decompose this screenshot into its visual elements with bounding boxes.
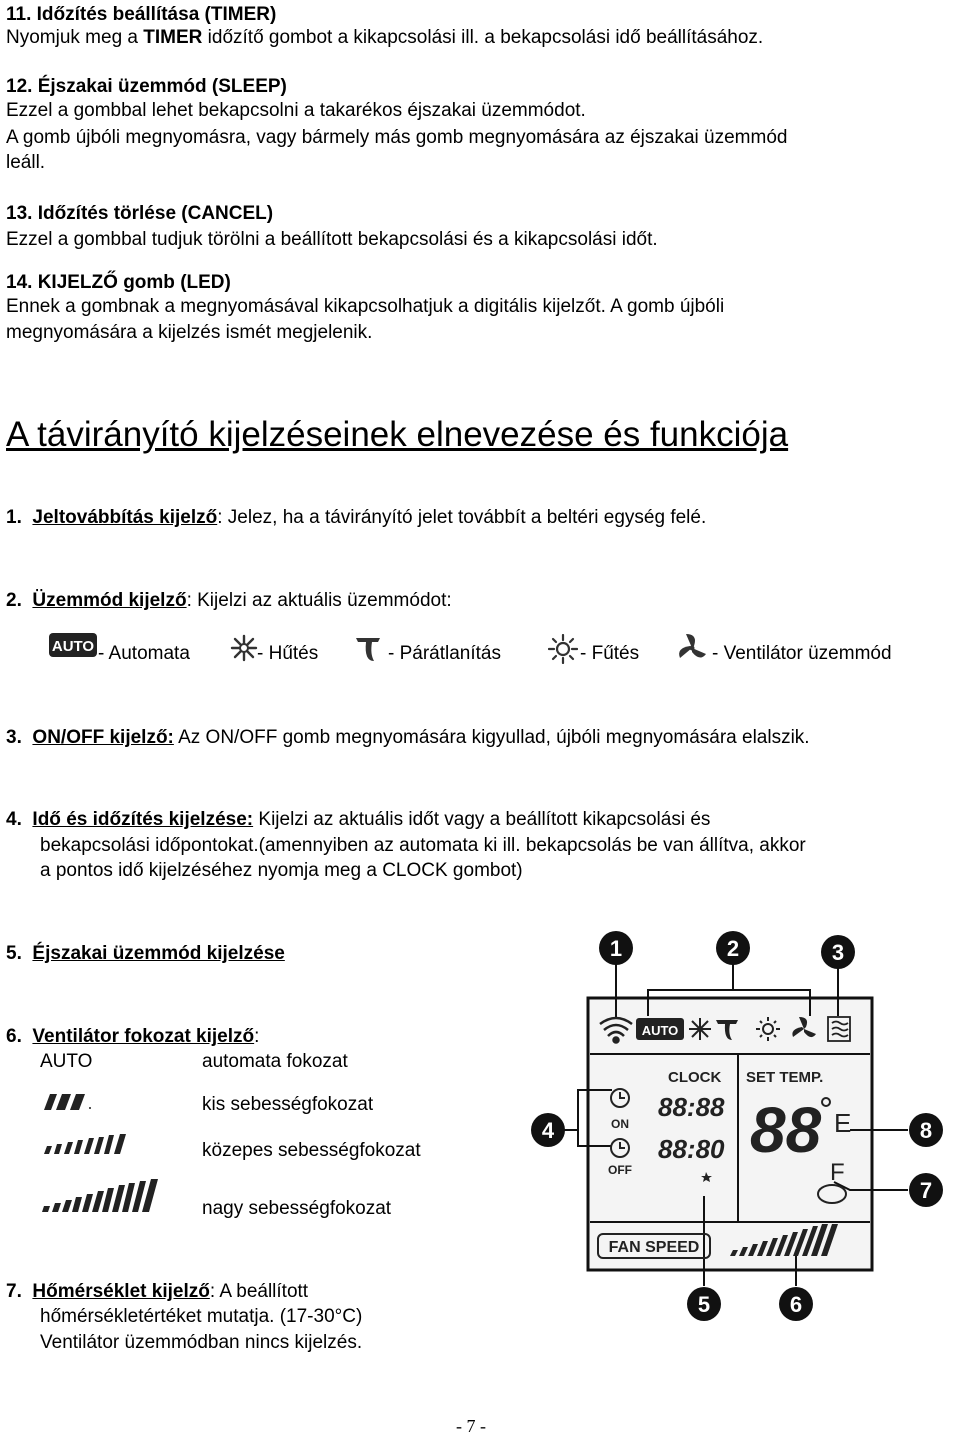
svg-text:AUTO: AUTO: [51, 638, 95, 655]
section-11-title: 11. Időzítés beállítása (TIMER): [6, 4, 277, 25]
fan-medium-bars-icon: [42, 1132, 130, 1158]
fan-low-bars-icon: [42, 1092, 98, 1112]
mode-label-cool: - Hűtés: [257, 643, 319, 664]
svg-text:E: E: [834, 1108, 852, 1138]
section-12-line1: Ezzel a gombbal lehet bekapcsolni a takarékos éjszakai üzemmódot.: [6, 100, 586, 121]
section-14-line2: megnyomására a kijelzés ismét megjelenik.: [6, 322, 373, 343]
svg-text:6: 6: [789, 1292, 803, 1317]
svg-text:CLOCK: CLOCK: [668, 1069, 722, 1086]
item-4: 4. Idő és időzítés kijelzése: Kijelzi az aktuális időt vagy a beállított kikapcsolási és: [6, 809, 711, 830]
svg-text:FAN SPEED: FAN SPEED: [608, 1239, 700, 1256]
section-12-title: 12. Éjszakai üzemmód (SLEEP): [6, 76, 287, 97]
item-2: 2. Üzemmód kijelző: Kijelzi az aktuális üzemmódot:: [6, 590, 452, 611]
item-1: 1. Jeltovábbítás kijelző: Jelez, ha a távirányító jelet továbbít a beltéri egység felé.: [6, 507, 707, 528]
fan-level-auto-name: AUTO: [40, 1051, 93, 1072]
fan-level-medium-desc: közepes sebességfokozat: [202, 1140, 421, 1161]
svg-text:4: 4: [541, 1118, 555, 1143]
snowflake-icon: [230, 634, 258, 662]
fan-level-auto-desc: automata fokozat: [202, 1051, 348, 1072]
item-7: 7. Hőmérséklet kijelző: A beállított: [6, 1281, 309, 1302]
svg-text:88: 88: [750, 1094, 822, 1166]
mode-label-heat: - Fűtés: [580, 643, 640, 664]
mode-label-dry: - Párátlanítás: [388, 643, 501, 664]
item-7-line2: hőmérsékletértéket mutatja. (17-30°C): [40, 1306, 363, 1327]
section-14-line1: Ennek a gombnak a megnyomásával kikapcsolhatjuk a digitális kijelzőt. A gomb újbóli: [6, 296, 725, 317]
svg-text:88:80: 88:80: [658, 1134, 725, 1164]
mode-label-auto: - Automata: [98, 643, 190, 664]
svg-text:5: 5: [697, 1292, 711, 1317]
fan-high-bars-icon: [40, 1178, 164, 1218]
item-6: 6. Ventilátor fokozat kijelző:: [6, 1026, 260, 1047]
section-13-line1: Ezzel a gombbal tudjuk törölni a beállított bekapcsolási és a kikapcsolási időt.: [6, 229, 658, 250]
sun-icon: [548, 634, 578, 664]
item-7-line3: Ventilátor üzemmódban nincs kijelzés.: [40, 1332, 363, 1353]
fan-level-low-desc: kis sebességfokozat: [202, 1094, 374, 1115]
svg-text:AUTO: AUTO: [641, 1023, 679, 1038]
svg-text:F: F: [830, 1159, 845, 1186]
svg-text:8: 8: [919, 1118, 933, 1143]
svg-text:3: 3: [831, 940, 845, 965]
item-5: 5. Éjszakai üzemmód kijelzése: [6, 943, 285, 964]
svg-text:88:88: 88:88: [658, 1092, 725, 1122]
page-number: - 7 -: [456, 1416, 486, 1436]
section-12-line2: A gomb újbóli megnyomásra, vagy bármely más gomb megnyomására az éjszakai üzemmód: [6, 127, 788, 148]
fan-icon: [676, 632, 708, 664]
page-heading: A távirányító kijelzéseinek elnevezése és funkciója: [6, 415, 789, 454]
droplet-icon: [354, 634, 382, 664]
section-11-text: Nyomjuk meg a TIMER időzítő gombot a kikapcsolási ill. a bekapcsolási idő beállításához.: [6, 27, 764, 48]
section-14-title: 14. KIJELZŐ gomb (LED): [6, 272, 231, 293]
fan-level-high-desc: nagy sebességfokozat: [202, 1198, 392, 1219]
mode-icons-row: [48, 630, 948, 670]
svg-text:1: 1: [609, 936, 623, 961]
svg-text:OFF: OFF: [608, 1163, 632, 1177]
item-4-line2: bekapcsolási időpontokat.(amennyiben az automata ki ill. bekapcsolás be van állítva, akkor: [40, 835, 806, 856]
auto-badge-icon: [48, 632, 98, 658]
remote-display-diagram: [520, 920, 960, 1340]
item-3: 3. ON/OFF kijelző: Az ON/OFF gomb megnyomására kigyullad, újbóli megnyomására elalszik.: [6, 727, 810, 748]
svg-text:SET TEMP.: SET TEMP.: [746, 1069, 824, 1086]
section-13-title: 13. Időzítés törlése (CANCEL): [6, 203, 274, 224]
item-4-line3: a pontos idő kijelzéséhez nyomja meg a CLOCK gombot): [40, 860, 523, 881]
svg-text:ON: ON: [611, 1117, 629, 1131]
section-12-line3: leáll.: [6, 152, 46, 173]
lcd-snowflake-icon: [689, 1018, 711, 1040]
svg-text:7: 7: [919, 1178, 933, 1203]
mode-label-fan: - Ventilátor üzemmód: [712, 643, 892, 664]
svg-text:2: 2: [726, 936, 740, 961]
